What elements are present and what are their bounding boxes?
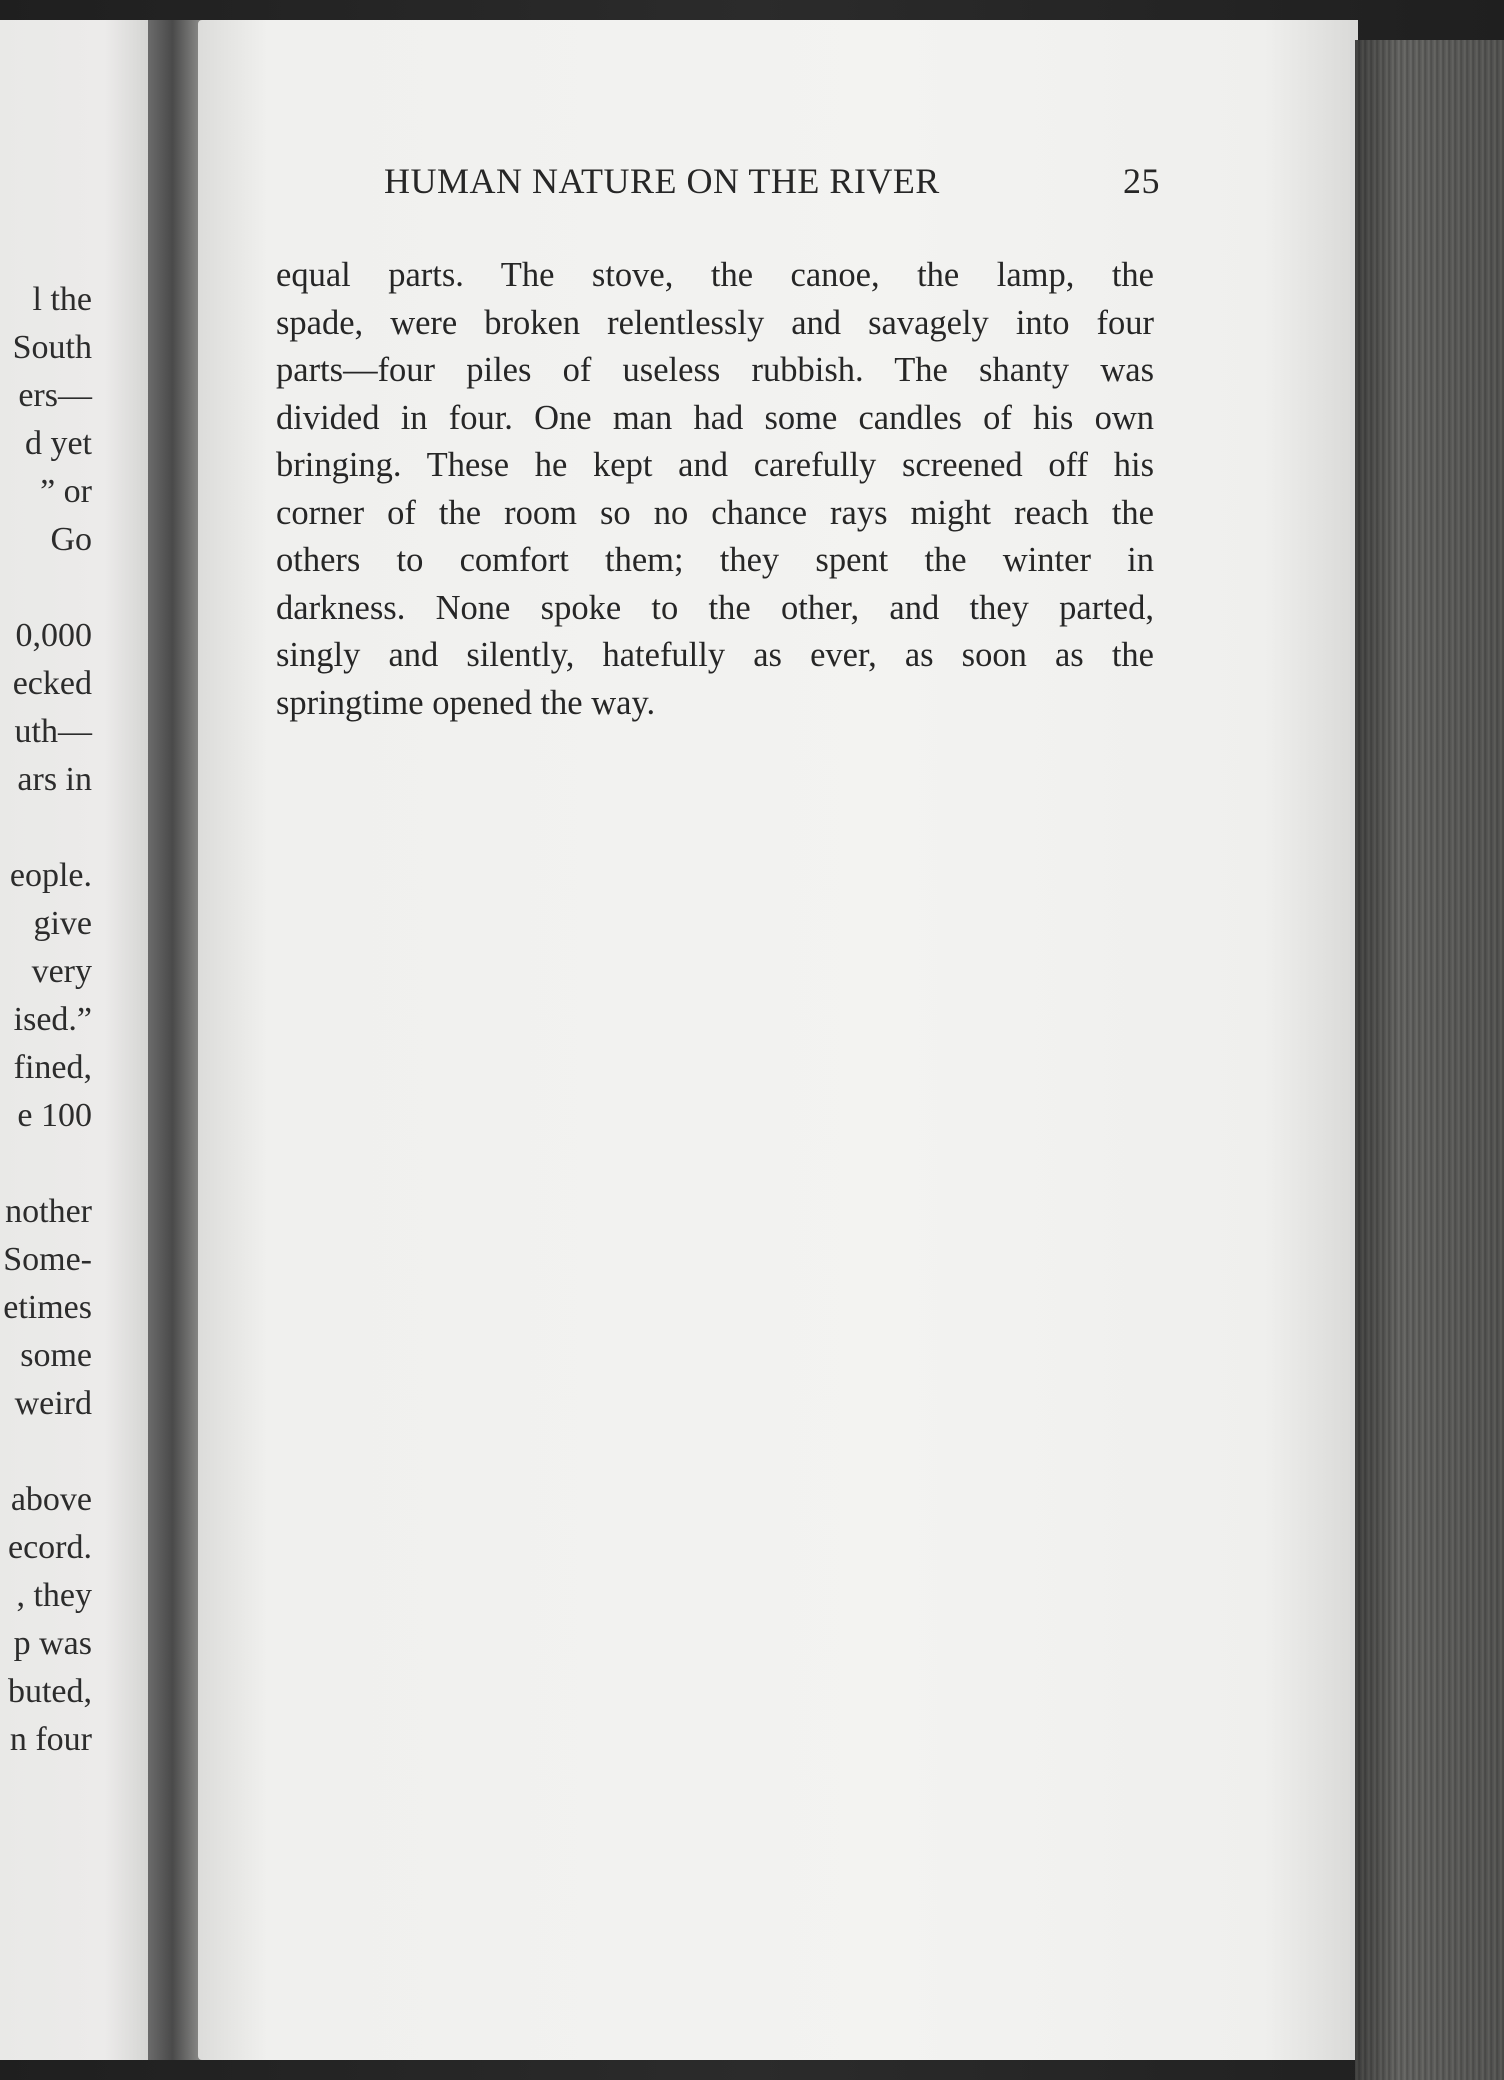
paragraph-gap — [0, 1428, 92, 1476]
fragment-line: d yet — [24, 425, 92, 462]
fragment-line: above — [10, 1481, 92, 1518]
fragment-line: ecord. — [7, 1529, 92, 1566]
fragment-line: ised.” — [13, 1001, 92, 1038]
fragment-line: l the — [32, 281, 92, 318]
fragment-line: Some- — [3, 1241, 92, 1278]
fragment-line: ers— — [18, 377, 92, 414]
page-number: 25 — [1123, 161, 1160, 201]
text-line: spade, were broken relentlessly and savagely into four — [276, 303, 1154, 342]
fragment-line: buted, — [7, 1673, 92, 1710]
fragment-line: eople. — [9, 857, 92, 894]
text-line: singly and silently, hatefully as ever, as soon as the — [276, 636, 1154, 674]
fragment-line: nother — [5, 1193, 92, 1230]
fragment-line: some — [20, 1337, 92, 1374]
fragment-line: 0,000 — [15, 617, 92, 654]
fragment-line: weird — [14, 1385, 92, 1422]
text-line: corner of the room so no chance rays might reach the — [276, 493, 1154, 532]
text-line: parts—four piles of useless rubbish. The shanty was — [276, 351, 1154, 389]
fragment-line: ars in — [17, 761, 92, 798]
paragraph-gap — [0, 564, 92, 612]
fragment-line: , they — [16, 1577, 92, 1614]
body-paragraph — [276, 252, 1154, 727]
fragment-line: South — [12, 329, 92, 366]
fragment-line: p was — [13, 1625, 92, 1662]
fragment-line: n four — [9, 1721, 92, 1758]
previous-page-fragment — [0, 20, 150, 2060]
fragment-line: give — [33, 905, 92, 942]
running-head-title: HUMAN NATURE ON THE RIVER — [384, 161, 940, 201]
fragment-line: Go — [50, 521, 92, 558]
fragment-line: etimes — [3, 1289, 92, 1326]
text-line: bringing. These he kept and carefully screened off his — [276, 446, 1154, 484]
book-page-edges — [1355, 40, 1504, 2080]
text-line: others to comfort them; they spent the winter in — [276, 541, 1154, 579]
fragment-line: ecked — [12, 665, 92, 702]
fragment-line: uth— — [14, 713, 92, 750]
fragment-line: fined, — [13, 1049, 92, 1086]
text-line: divided in four. One man had some candles of his own — [276, 398, 1154, 437]
paragraph-gap — [0, 804, 92, 852]
fragment-line: very — [31, 953, 92, 990]
fragment-line: ” or — [40, 473, 92, 510]
paragraph-gap — [0, 1140, 92, 1188]
previous-page-text — [0, 276, 92, 1764]
text-line: springtime opened the way. — [276, 683, 656, 722]
fragment-line: e 100 — [17, 1097, 92, 1134]
text-line: darkness. None spoke to the other, and they parted, — [276, 588, 1154, 627]
text-line: equal parts. The stove, the canoe, the lamp, the — [276, 256, 1154, 294]
